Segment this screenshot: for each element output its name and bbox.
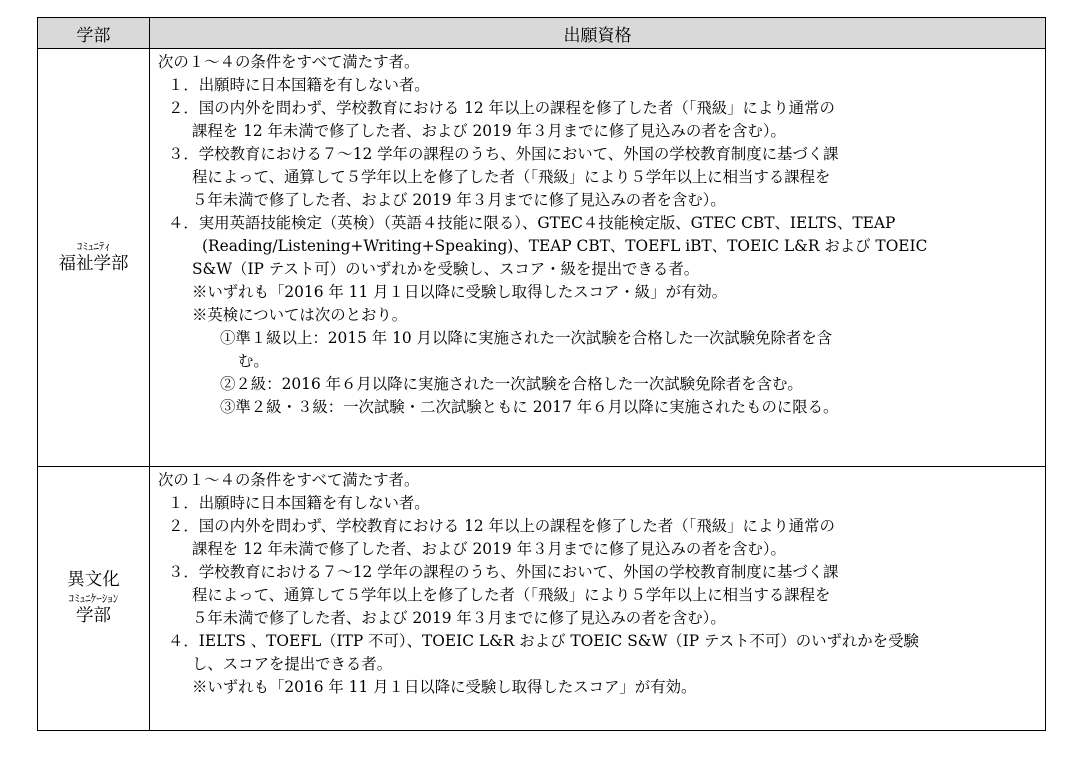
faculty-name-top: 異文化 — [67, 570, 120, 591]
requirement-item-2: ２．国の内外を問わず、学校教育における 12 年以上の課程を修了した者（「飛級」により通常の — [168, 99, 835, 117]
faculty-name-main: 福祉学部 — [58, 253, 129, 274]
requirement-item-3-cont: 程によって、通算して５学年以上を修了した者（「飛級」により５学年以上に相当する課程を — [192, 168, 831, 186]
requirement-item-3-cont: 程によって、通算して５学年以上を修了した者（「飛級」により５学年以上に相当する課程を — [192, 586, 831, 604]
requirement-item-1: １．出願時に日本国籍を有しない者。 — [168, 494, 430, 512]
requirement-item-4: ４．IELTS 、TOEFL（ITP 不可）、TOEIC L&R および TOEIC S&W（IP テスト不可）のいずれかを受験 — [168, 632, 919, 650]
faculty-name-main: 学部 — [76, 606, 111, 627]
requirement-item-2-cont: 課程を 12 年未満で修了した者、および 2019 年３月までに修了見込みの者を含む）。 — [192, 540, 786, 558]
requirement-item-3-cont: ５年未満で修了した者、および 2019 年３月までに修了見込みの者を含む）。 — [192, 191, 726, 209]
requirement-item-4-cont: S&W（IP テスト可）のいずれかを受験し、スコア・級を提出できる者。 — [192, 260, 700, 278]
requirement-item-2-cont: 課程を 12 年未満で修了した者、および 2019 年３月までに修了見込みの者を含む）。 — [192, 122, 786, 140]
requirements-table — [37, 17, 1046, 731]
requirement-note: ※いずれも「2016 年 11 月１日以降に受験し取得したスコア」が有効。 — [192, 678, 697, 696]
requirement-item-2: ２．国の内外を問わず、学校教育における 12 年以上の課程を修了した者（「飛級」により通常の — [168, 517, 835, 535]
faculty-name-small: ｺﾐｭﾆｹｰｼｮﾝ — [68, 591, 119, 605]
table-row-intercultural-communication — [38, 467, 1046, 731]
eiken-note-item-cont: む。 — [238, 352, 269, 370]
requirement-item-3: ３．学校教育における７～12 学年の課程のうち、外国において、外国の学校教育制度に基づく課 — [168, 563, 839, 581]
requirement-item-4-cont: (Reading/Listening+Writing+Speaking)、TEAP CBT、TOEFL iBT、TOEIC L&R および TOEIC — [202, 237, 928, 255]
admission-requirements-document — [37, 17, 1045, 731]
qualification-cell-community-welfare — [150, 49, 1046, 467]
table-row-community-welfare — [38, 49, 1046, 467]
requirement-item-4-cont: し、スコアを提出できる者。 — [192, 655, 393, 673]
eiken-note-item: ①準１級以上：2015 年 10 月以降に実施された一次試験を合格した一次試験免除者を含 — [220, 329, 833, 347]
qualification-cell-intercultural-communication — [150, 467, 1046, 731]
requirement-intro: 次の１～４の条件をすべて満たす者。 — [158, 53, 420, 71]
requirement-item-4: ４．実用英語技能検定（英検）（英語４技能に限る）、GTEC４技能検定版、GTEC CBT、IELTS、TEAP — [168, 214, 896, 232]
faculty-cell-community-welfare — [38, 49, 150, 467]
requirement-item-3-cont: ５年未満で修了した者、および 2019 年３月までに修了見込みの者を含む）。 — [192, 609, 726, 627]
requirement-item-3: ３．学校教育における７～12 学年の課程のうち、外国において、外国の学校教育制度に基づく課 — [168, 145, 839, 163]
faculty-cell-intercultural-communication — [38, 467, 150, 731]
header-qualification: 出願資格 — [150, 18, 1046, 49]
requirement-note: ※いずれも「2016 年 11 月１日以降に受験し取得したスコア・級」が有効。 — [192, 283, 728, 301]
table-header-row — [38, 18, 1046, 49]
eiken-note-item: ②２級：2016 年６月以降に実施された一次試験を合格した一次試験免除者を含む。 — [220, 375, 803, 393]
eiken-note-item: ③準２級・３級：一次試験・二次試験ともに 2017 年６月以降に実施されたものに限る。 — [220, 398, 839, 416]
requirement-intro: 次の１～４の条件をすべて満たす者。 — [158, 471, 420, 489]
header-faculty: 学部 — [38, 18, 150, 49]
requirement-item-1: １．出願時に日本国籍を有しない者。 — [168, 76, 430, 94]
faculty-name-small: ｺﾐｭﾆﾃｨ — [77, 239, 110, 253]
requirement-note: ※英検については次のとおり。 — [192, 306, 408, 324]
